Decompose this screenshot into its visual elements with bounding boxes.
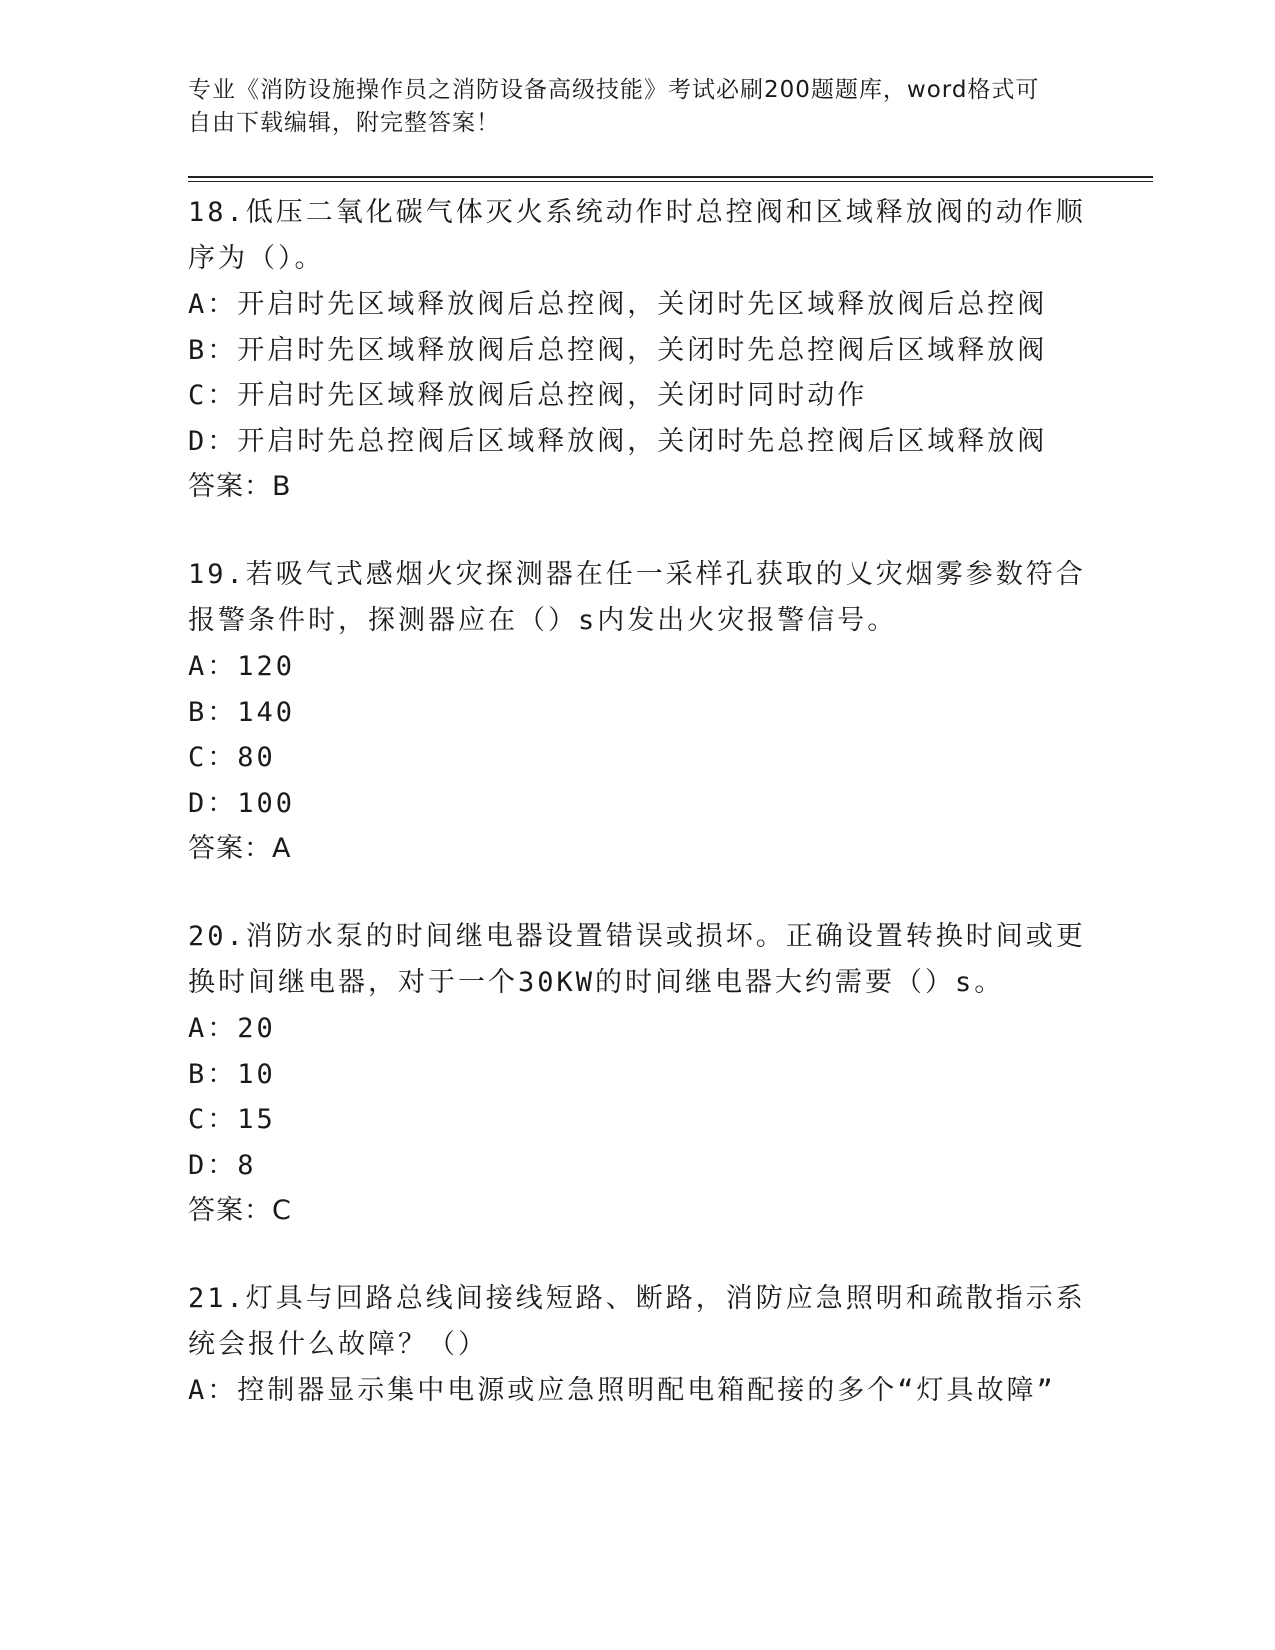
header-divider-thin bbox=[188, 181, 1153, 182]
option-d: D：8 bbox=[188, 1149, 257, 1181]
header-divider-thick bbox=[188, 176, 1153, 178]
question-21 bbox=[188, 1276, 1088, 1414]
document-header: 专业《消防设施操作员之消防设备高级技能》考试必刷200题题库，word格式可 自由下载编辑，附完整答案！ bbox=[188, 77, 1040, 136]
question-stem: 20.消防水泵的时间继电器设置错误或损坏。正确设置转换时间或更换时间继电器，对于一个30KW的时间继电器大约需要（）s。 bbox=[188, 921, 1086, 998]
option-d: D：100 bbox=[188, 787, 296, 819]
option-b: B：140 bbox=[188, 696, 296, 728]
question-list bbox=[188, 190, 1088, 1456]
answer-line: 答案：B bbox=[188, 471, 292, 502]
option-c: C：15 bbox=[188, 1104, 276, 1135]
option-a: A：控制器显示集中电源或应急照明配电箱配接的多个“灯具故障” bbox=[188, 1375, 1056, 1406]
question-stem: 18.低压二氧化碳气体灭火系统动作时总控阀和区域释放阀的动作顺序为（）。 bbox=[188, 197, 1086, 274]
option-c: C：80 bbox=[188, 742, 276, 773]
question-19 bbox=[188, 552, 1088, 872]
option-a: A：120 bbox=[188, 651, 296, 682]
option-a: A：开启时先区域释放阀后总控阀，关闭时先区域释放阀后总控阀 bbox=[188, 289, 1048, 320]
question-20 bbox=[188, 914, 1088, 1234]
question-18 bbox=[188, 190, 1088, 510]
option-c: C：开启时先区域释放阀后总控阀，关闭时同时动作 bbox=[188, 380, 868, 411]
answer-line: 答案：C bbox=[188, 1195, 292, 1226]
question-stem: 19.若吸气式感烟火灾探测器在任一采样孔获取的乂灾烟雾参数符合报警条件时，探测器应在（）s内发出火灾报警信号。 bbox=[188, 559, 1086, 636]
option-b: B：开启时先区域释放阀后总控阀，关闭时先总控阀后区域释放阀 bbox=[188, 334, 1048, 366]
answer-line: 答案：A bbox=[188, 833, 292, 864]
question-stem: 21.灯具与回路总线间接线短路、断路，消防应急照明和疏散指示系统会报什么故障？（） bbox=[188, 1283, 1086, 1360]
option-d: D：开启时先总控阀后区域释放阀，关闭时先总控阀后区域释放阀 bbox=[188, 425, 1048, 457]
option-b: B：10 bbox=[188, 1058, 276, 1090]
option-a: A：20 bbox=[188, 1013, 276, 1044]
